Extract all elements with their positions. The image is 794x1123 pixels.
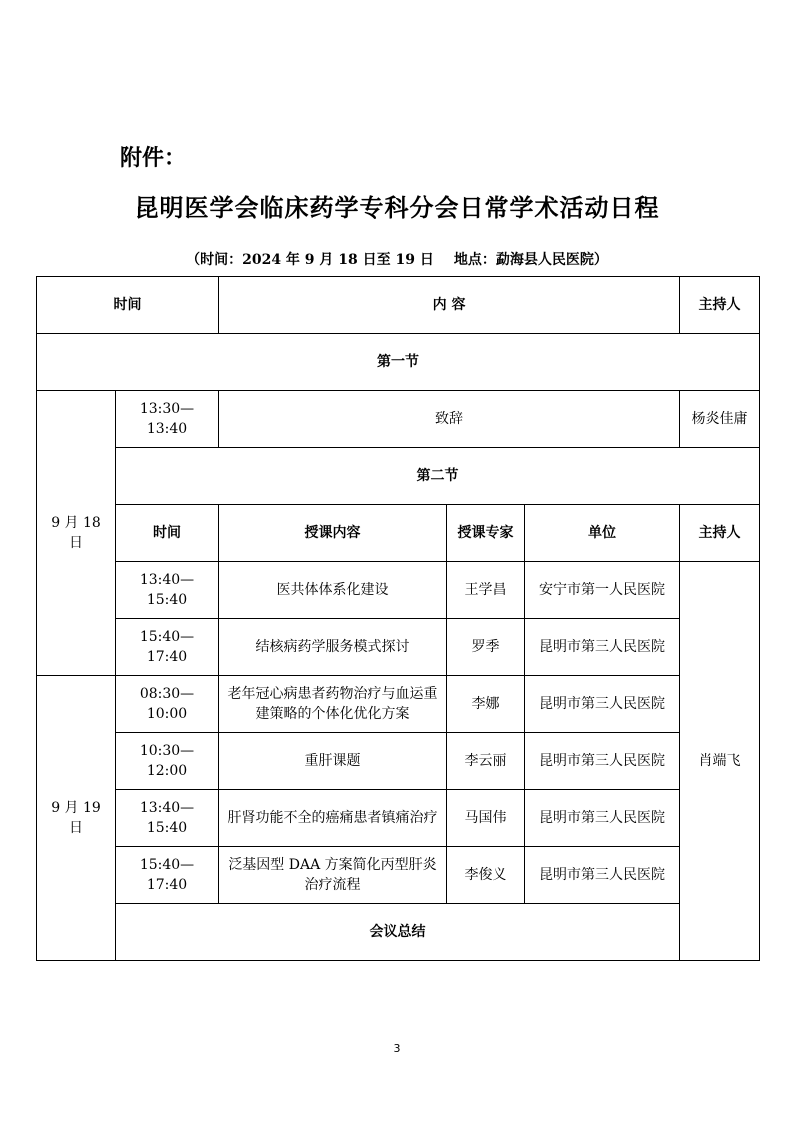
session-host: 肖端飞 <box>680 562 760 961</box>
session-time: 13:40—15:40 <box>116 790 219 847</box>
subtitle-place: 地点：勐海县人民医院） <box>453 252 608 268</box>
opening-content: 致辞 <box>219 391 680 448</box>
table-row <box>37 790 760 847</box>
session-time: 15:40—17:40 <box>116 619 219 676</box>
session-time: 10:30—12:00 <box>116 733 219 790</box>
table-row <box>37 619 760 676</box>
table-row <box>37 847 760 904</box>
session-time: 08:30—10:00 <box>116 676 219 733</box>
opening-host: 杨炎佳庸 <box>680 391 760 448</box>
section-1-label: 第一节 <box>37 334 760 391</box>
session-unit: 昆明市第三人民医院 <box>525 847 680 904</box>
session-expert: 马国伟 <box>447 790 525 847</box>
session-unit: 昆明市第三人民医院 <box>525 790 680 847</box>
session-expert: 李云丽 <box>447 733 525 790</box>
session-expert: 王学昌 <box>447 562 525 619</box>
session-content: 老年冠心病患者药物治疗与血运重建策略的个体化优化方案 <box>219 676 447 733</box>
session-content: 重肝课题 <box>219 733 447 790</box>
header-time: 时间 <box>37 277 219 334</box>
table-header-row <box>37 277 760 334</box>
subtitle-time: （时间：2024 年 9 月 18 日至 19 日 <box>186 252 434 268</box>
session-content: 结核病药学服务模式探讨 <box>219 619 447 676</box>
attachment-label: 附件： <box>120 146 187 171</box>
sub-header-unit: 单位 <box>525 505 680 562</box>
session-unit: 昆明市第三人民医院 <box>525 733 680 790</box>
session-content: 医共体体系化建设 <box>219 562 447 619</box>
opening-time: 13:30—13:40 <box>116 391 219 448</box>
session-time: 13:40—15:40 <box>116 562 219 619</box>
session-content: 泛基因型 DAA 方案简化丙型肝炎治疗流程 <box>219 847 447 904</box>
session-expert: 罗季 <box>447 619 525 676</box>
closing-row <box>37 904 760 961</box>
sub-header-content: 授课内容 <box>219 505 447 562</box>
day-2-label: 9 月 19 日 <box>37 676 116 961</box>
sub-header-row <box>37 505 760 562</box>
session-unit: 安宁市第一人民医院 <box>525 562 680 619</box>
day-1-label: 9 月 18 日 <box>37 391 116 676</box>
sub-header-expert: 授课专家 <box>447 505 525 562</box>
session-unit: 昆明市第三人民医院 <box>525 676 680 733</box>
opening-row <box>37 391 760 448</box>
section-2-label: 第二节 <box>116 448 760 505</box>
table-row <box>37 676 760 733</box>
header-content: 内 容 <box>219 277 680 334</box>
session-time: 15:40—17:40 <box>116 847 219 904</box>
session-expert: 李俊义 <box>447 847 525 904</box>
session-content: 肝肾功能不全的癌痛患者镇痛治疗 <box>219 790 447 847</box>
table-row <box>37 733 760 790</box>
session-expert: 李娜 <box>447 676 525 733</box>
document-subtitle <box>0 249 794 269</box>
page-number: 3 <box>393 1042 401 1055</box>
table-row <box>37 562 760 619</box>
schedule-table <box>36 276 760 961</box>
sub-header-host: 主持人 <box>680 505 760 562</box>
session-unit: 昆明市第三人民医院 <box>525 619 680 676</box>
header-host: 主持人 <box>680 277 760 334</box>
section-2-row <box>37 448 760 505</box>
document-title: 昆明医学会临床药学专科分会日常学术活动日程 <box>134 193 660 222</box>
closing-label: 会议总结 <box>116 904 680 961</box>
sub-header-time: 时间 <box>116 505 219 562</box>
section-1-row <box>37 334 760 391</box>
